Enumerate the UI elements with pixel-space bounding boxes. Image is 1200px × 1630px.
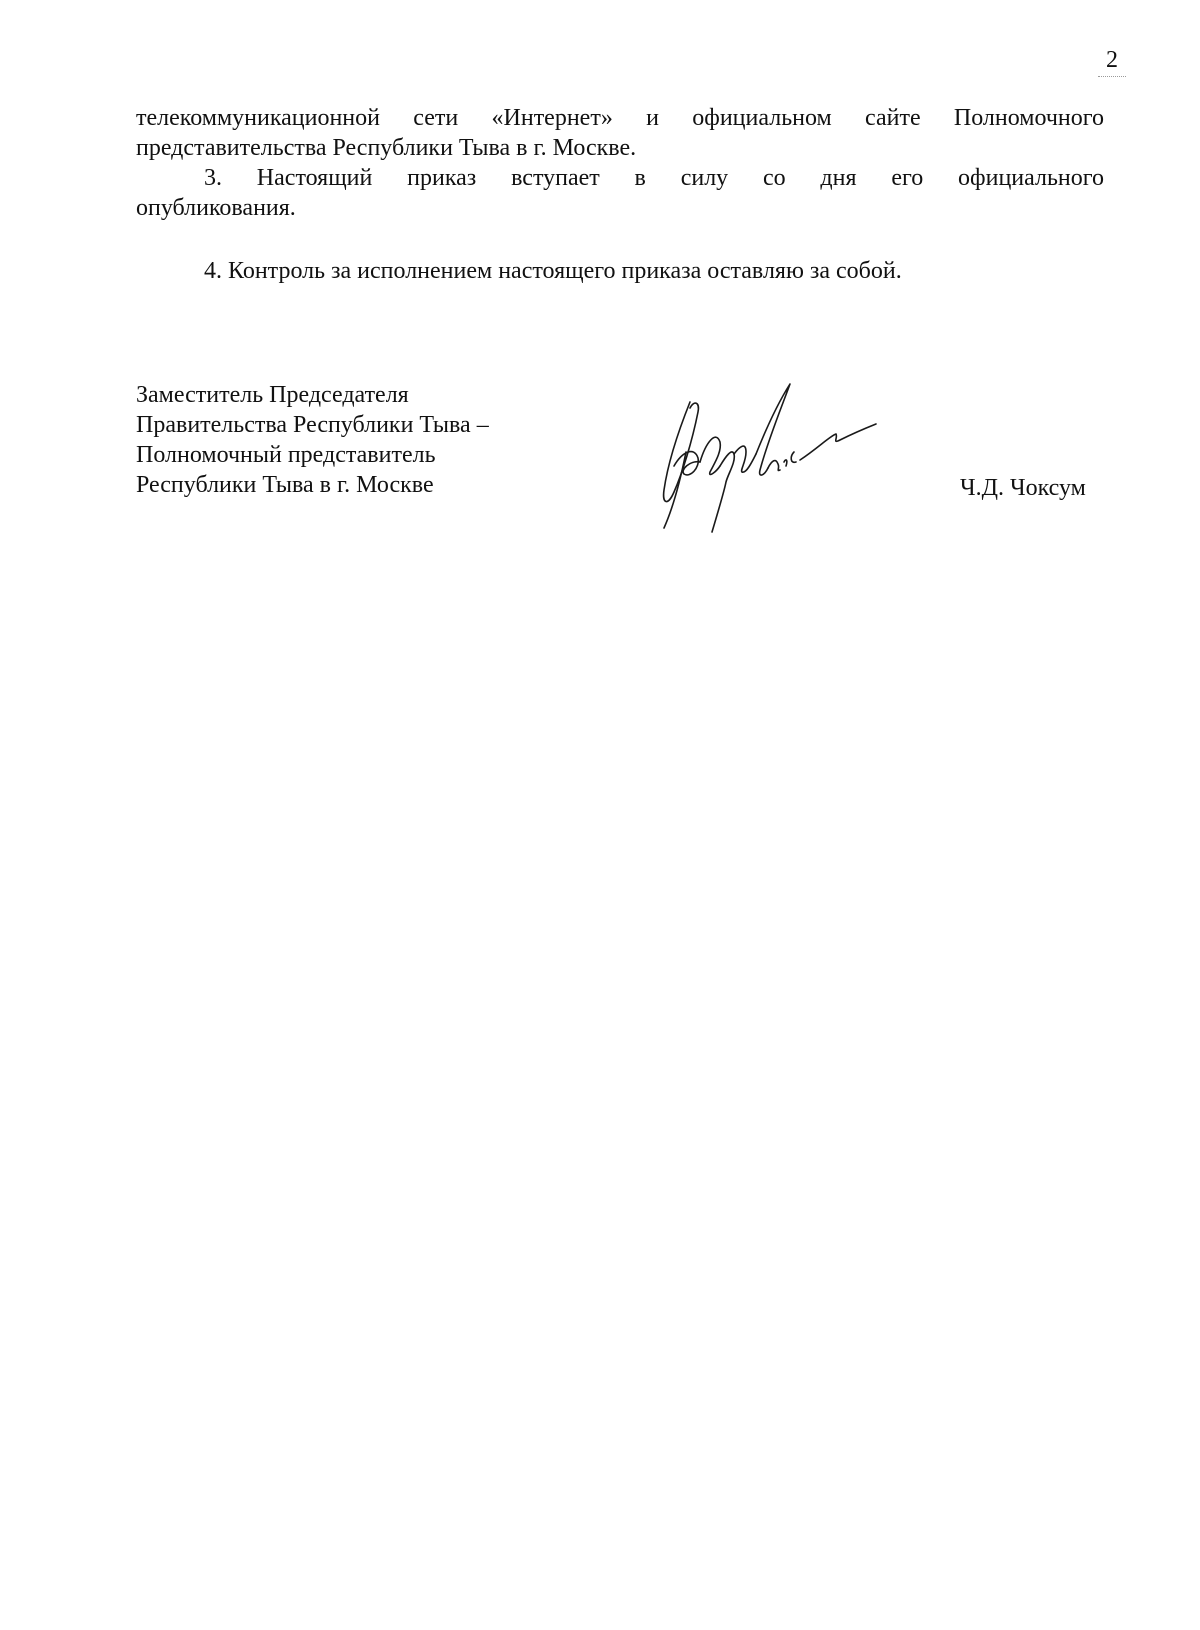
paragraph-2-line-1: телекоммуникационной сети «Интернет» и официальном сайте Полномочного bbox=[136, 105, 1104, 131]
handwritten-signature bbox=[660, 382, 880, 542]
signer-position bbox=[136, 380, 489, 500]
signer-name: Ч.Д. Чоксум bbox=[960, 475, 1086, 501]
paragraph-2-line-2: представительства Республики Тыва в г. Москве. bbox=[136, 135, 637, 161]
signer-position-line-3: Полномочный представитель bbox=[136, 442, 436, 468]
signer-position-line-4: Республики Тыва в г. Москве bbox=[136, 472, 434, 498]
page-number-underline bbox=[1098, 76, 1126, 77]
paragraph-3-line-2: опубликования. bbox=[136, 195, 296, 221]
signer-position-line-1: Заместитель Председателя bbox=[136, 382, 409, 408]
paragraph-4: 4. Контроль за исполнением настоящего приказа оставляю за собой. bbox=[204, 258, 902, 284]
paragraph-3-line-1: 3. Настоящий приказ вступает в силу со дня его официального bbox=[204, 165, 1104, 191]
signer-position-line-2: Правительства Республики Тыва – bbox=[136, 412, 489, 438]
page-number: 2 bbox=[1106, 47, 1118, 73]
